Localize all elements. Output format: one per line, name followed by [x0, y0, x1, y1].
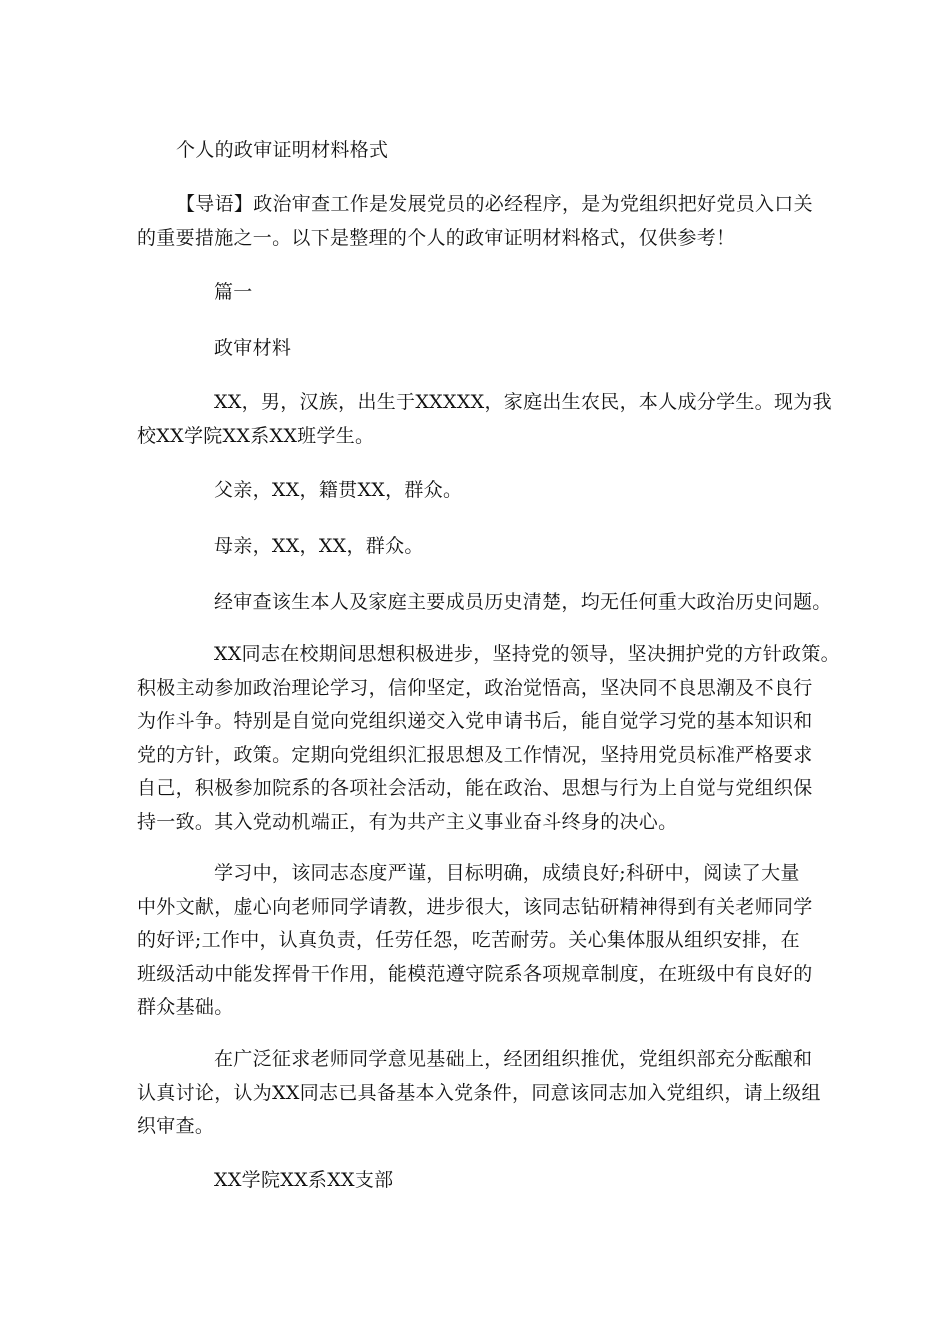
study-line-2: 中外文献，虚心向老师同学请教，进步很大，该同志钻研精神得到有关老师同学	[137, 895, 813, 918]
document-title: 个人的政审证明材料格式	[176, 139, 389, 161]
conclusion-line-2: 认真讨论，认为XX同志已具备基本入党条件，同意该同志加入党组织，请上级组	[137, 1081, 821, 1104]
political-line-3: 为作斗争。特别是自觉向党组织递交入党申请书后，能自觉学习党的基本知识和	[137, 710, 813, 733]
political-line-6: 持一致。其入党动机端正，有为共产主义事业奋斗终身的决心。	[137, 810, 678, 833]
signature-branch: XX学院XX系XX支部	[214, 1169, 394, 1191]
personal-info-paragraph	[137, 386, 837, 453]
mother-info: 母亲，XX，XX，群众。	[214, 535, 424, 557]
intro-line-2: 的重要措施之一。以下是整理的个人的政审证明材料格式，仅供参考！	[137, 226, 736, 249]
political-line-5: 自己，积极参加院系的各项社会活动，能在政治、思想与行为上自觉与党组织保	[137, 777, 813, 800]
conclusion-line-1: 在广泛征求老师同学意见基础上，经团组织推优，党组织部充分酝酿和	[214, 1048, 813, 1070]
political-line-2: 积极主动参加政治理论学习，信仰坚定，政治觉悟高，坚决同不良思潮及不良行	[137, 676, 813, 699]
study-line-4: 班级活动中能发挥骨干作用，能模范遵守院系各项规章制度，在班级中有良好的	[137, 962, 813, 985]
intro-paragraph	[137, 188, 837, 255]
intro-line-1: 【导语】政治审查工作是发展党员的必经程序，是为党组织把好党员入口关	[176, 193, 813, 215]
conclusion-paragraph	[137, 1043, 837, 1144]
study-line-1: 学习中，该同志态度严谨，目标明确，成绩良好;科研中，阅读了大量	[214, 862, 800, 884]
personal-info-line-1: XX，男，汉族，出生于XXXXX，家庭出生农民，本人成分学生。现为我	[214, 391, 832, 413]
personal-info-line-2: 校XX学院XX系XX班学生。	[137, 424, 375, 447]
section-label: 篇一	[214, 281, 253, 303]
political-performance-paragraph	[137, 638, 840, 840]
material-title: 政审材料	[214, 337, 292, 359]
review-statement: 经审查该生本人及家庭主要成员历史清楚，均无任何重大政治历史问题。	[214, 591, 832, 613]
study-line-5: 群众基础。	[137, 996, 234, 1019]
father-info: 父亲，XX，籍贯XX，群众。	[214, 479, 463, 501]
political-line-4: 党的方针，政策。定期向党组织汇报思想及工作情况，坚持用党员标准严格要求	[137, 743, 813, 766]
study-work-paragraph	[137, 857, 837, 1025]
political-line-1: XX同志在校期间思想积极进步，坚持党的领导，坚决拥护党的方针政策。	[214, 643, 840, 665]
study-line-3: 的好评;工作中，认真负责，任劳任怨，吃苦耐劳。关心集体服从组织安排，在	[137, 929, 800, 952]
conclusion-line-3: 织审查。	[137, 1115, 215, 1138]
